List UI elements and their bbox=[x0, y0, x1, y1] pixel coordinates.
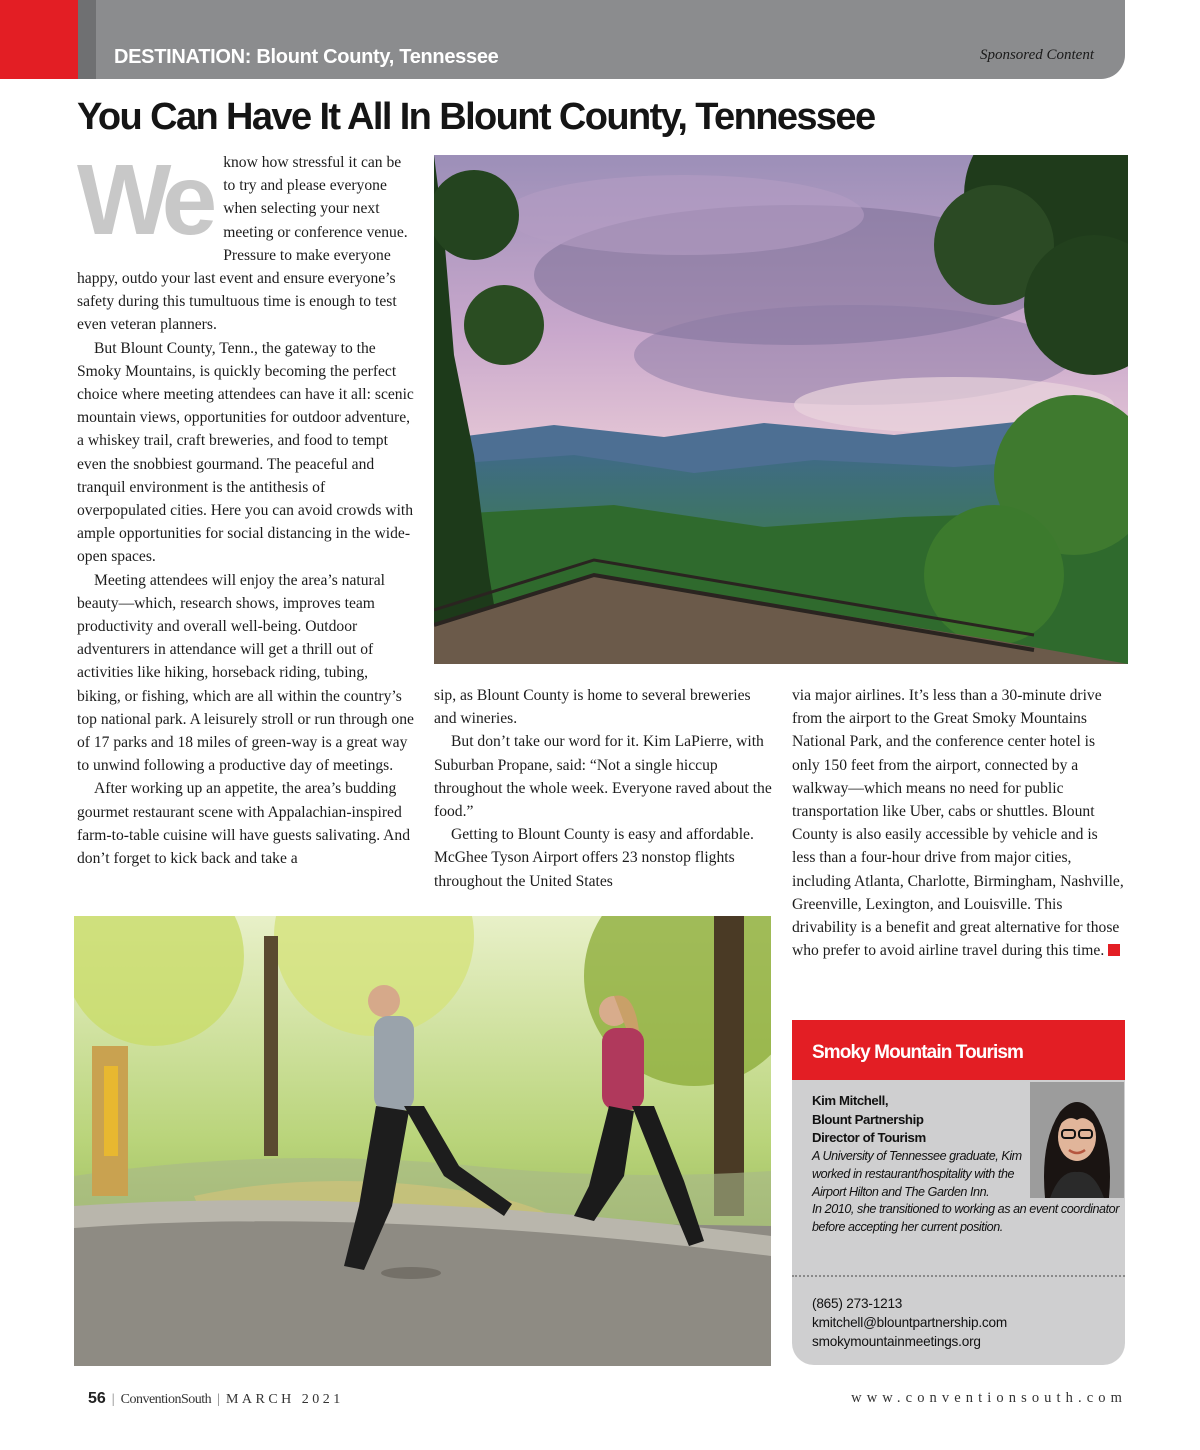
article-column-2 bbox=[434, 684, 774, 893]
contact-name-block bbox=[812, 1092, 1027, 1148]
article-column-1 bbox=[77, 144, 415, 870]
header-stripe bbox=[78, 0, 96, 79]
contact-organization: Blount Partnership bbox=[812, 1111, 924, 1127]
mountain-vista-photo bbox=[434, 155, 1128, 664]
contact-email[interactable]: kmitchell@blountpartnership.com bbox=[812, 1315, 1007, 1330]
sidebar-title: Smoky Mountain Tourism bbox=[812, 1042, 1024, 1063]
paragraph-4: After working up an appetite, the area’s budding gourmet restaurant scene with Appalachian-inspired farm-to-table cuisine will have guests salivating. And don’t forget to kick back and take a bbox=[77, 780, 411, 868]
footer-separator: | bbox=[111, 1392, 115, 1407]
sidebar-box bbox=[792, 1020, 1125, 1365]
footer-url[interactable]: www.conventionsouth.com bbox=[851, 1390, 1127, 1406]
sidebar-header bbox=[792, 1020, 1125, 1080]
contact-bio-short: A University of Tennessee graduate, Kim worked in restaurant/hospitality with the Airport Hilton and The Garden Inn. bbox=[812, 1149, 1022, 1199]
article-headline: You Can Have It All In Blount County, Tennessee bbox=[77, 96, 875, 138]
sidebar-divider bbox=[792, 1275, 1125, 1277]
magazine-name: ConventionSouth bbox=[120, 1392, 212, 1407]
footer-separator: | bbox=[217, 1392, 220, 1407]
contact-bio bbox=[812, 1148, 1122, 1237]
paragraph-1: know how stressful it can be to try and please everyone when selecting your next meeting or conference venue. Pressure to make everyone happy, outdo your last event and ensure everyone’s safety during this tumultuous time is enough to test even veteran planners. bbox=[77, 154, 408, 334]
footer-folio bbox=[88, 1390, 344, 1408]
drop-cap: We bbox=[77, 144, 210, 256]
joggers-photo bbox=[74, 916, 771, 1366]
contact-role: Director of Tourism bbox=[812, 1130, 926, 1145]
page-number: 56 bbox=[88, 1390, 106, 1407]
contact-details bbox=[812, 1294, 1007, 1351]
section-label: DESTINATION: Blount County, Tennessee bbox=[114, 46, 499, 68]
paragraph-5: sip, as Blount County is home to several breweries and wineries. bbox=[434, 687, 751, 728]
article-column-3 bbox=[792, 684, 1125, 962]
contact-phone[interactable]: (865) 273-1213 bbox=[812, 1296, 903, 1311]
paragraph-3: Meeting attendees will enjoy the area’s natural beauty—which, research shows, improves team productivity and overall well-being. Outdoor adventurers in attendance will get a thrill out of activities like hiking, horseback riding, tubing, biking, or fishing, which are all within the country’s top national park. A leisurely stroll or run through one of 17 parks and 18 miles of green-way is a great way to unwind following a productive day of meetings. bbox=[77, 571, 414, 775]
paragraph-2: But Blount County, Tenn., the gateway to the Smoky Mountains, is quickly becoming the perfect choice where meeting attendees can have it all: scenic mountain views, opportunities for outdoor adventure, a whiskey trail, craft breweries, and food to tempt even the snobbiest gourmand. The peaceful and tranquil environment is the antithesis of overpopulated cities. Here you can avoid crowds with ample opportunities for social distancing in the wide-open spaces. bbox=[77, 339, 414, 566]
paragraph-8 bbox=[792, 684, 1125, 962]
sponsored-label: Sponsored Content bbox=[979, 47, 1094, 63]
contact-website[interactable]: smokymountainmeetings.org bbox=[812, 1334, 981, 1349]
paragraph-7: Getting to Blount County is easy and affordable. McGhee Tyson Airport offers 23 nonstop flights throughout the United States bbox=[434, 826, 754, 890]
contact-name: Kim Mitchell, bbox=[812, 1093, 889, 1108]
issue-date: MARCH 2021 bbox=[225, 1392, 344, 1407]
header-accent-block bbox=[0, 0, 78, 79]
end-mark-icon bbox=[1108, 944, 1120, 956]
paragraph-6: But don’t take our word for it. Kim LaPierre, with Suburban Propane, said: “Not a single hiccup throughout the whole week. Everyone raved about the food.” bbox=[434, 733, 772, 821]
contact-bio-long: In 2010, she transitioned to working as an event coordinator before accepting her current position. bbox=[812, 1202, 1119, 1235]
paragraph-8-text: via major airlines. It’s less than a 30-minute drive from the airport to the Great Smoky Mountains National Park, and the conference center hotel is only 150 feet from the airport, connected by a walkway—which means no need for public transportation like Uber, cabs or shuttles. Blount County is also easily accessible by vehicle and is less than a four-hour drive from major cities, including Atlanta, Charlotte, Birmingham, Nashville, Greenville, Lexington, and Louisville. This drivability is a benefit and great alternative for those who prefer to avoid airline travel during this time. bbox=[792, 687, 1124, 960]
